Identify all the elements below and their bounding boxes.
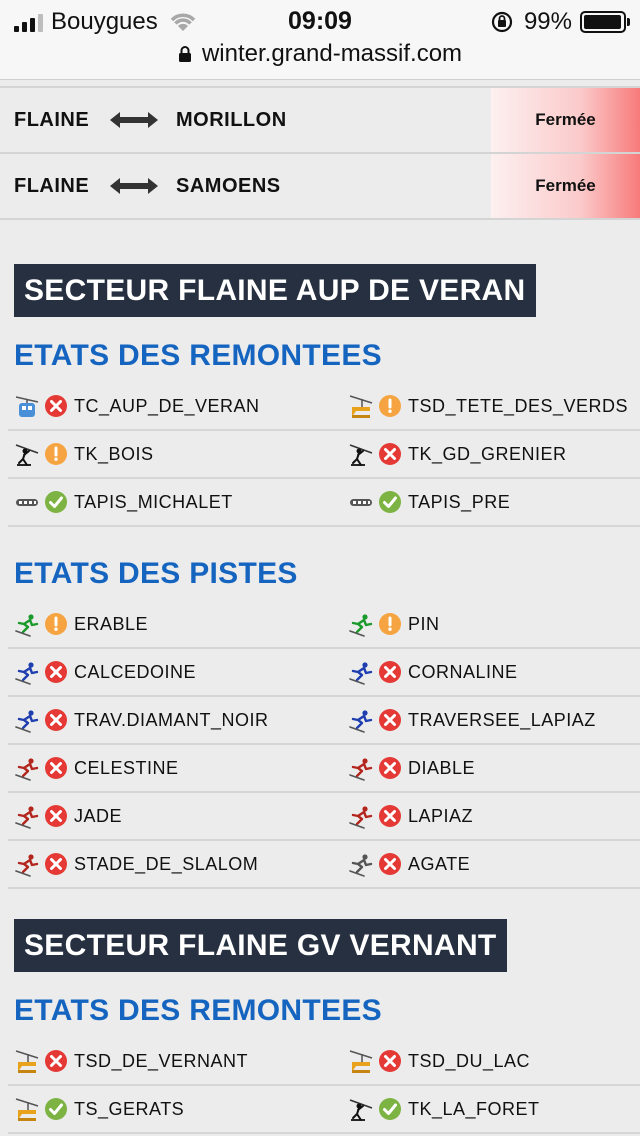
lift-item — [8, 383, 342, 429]
piste-status-list — [8, 601, 640, 889]
skier-icon — [14, 803, 40, 829]
liaison-row — [0, 88, 640, 154]
skier-icon — [348, 611, 374, 637]
lift-row — [8, 431, 640, 479]
skier-icon — [348, 707, 374, 733]
piste-row — [8, 841, 640, 889]
skier-icon — [14, 755, 40, 781]
piste-name: STADE_DE_SLALOM — [74, 853, 259, 874]
skier-icon — [348, 755, 374, 781]
lift-item — [8, 479, 342, 525]
closed-status-icon — [44, 660, 68, 684]
double-arrow-icon — [108, 176, 160, 196]
liaison-to: SAMOENS — [176, 174, 281, 197]
piste-name: ERABLE — [74, 613, 149, 634]
tow-lift-icon — [348, 441, 374, 467]
open-status-icon — [378, 1097, 402, 1121]
chairlift-icon — [348, 393, 374, 419]
lift-item — [342, 479, 640, 525]
lift-item — [8, 1086, 342, 1132]
lifts-heading: ETATS DES REMONTEES — [14, 339, 382, 372]
piste-name: AGATE — [408, 853, 471, 874]
closed-status-icon — [44, 756, 68, 780]
lift-name: TK_BOIS — [74, 443, 154, 464]
lift-item — [342, 1086, 640, 1132]
piste-name: TRAV.DIAMANT_NOIR — [74, 709, 269, 730]
address-bar[interactable] — [0, 40, 640, 68]
piste-name: CELESTINE — [74, 757, 179, 778]
liaison-from: FLAINE — [14, 174, 90, 197]
pending-status-icon — [378, 394, 402, 418]
lift-name: TK_LA_FORET — [408, 1098, 540, 1119]
magic-carpet-icon — [348, 489, 374, 515]
liaison-to: MORILLON — [176, 108, 287, 131]
double-arrow-icon — [108, 110, 160, 130]
magic-carpet-icon — [14, 489, 40, 515]
battery-info — [490, 8, 626, 36]
lift-row — [8, 1086, 640, 1134]
pending-status-icon — [44, 612, 68, 636]
skier-icon — [14, 707, 40, 733]
lift-status-list — [8, 383, 640, 527]
lift-item — [8, 1038, 342, 1084]
sector-title: SECTEUR FLAINE GV VERNANT — [14, 919, 507, 972]
battery-percent: 99% — [523, 8, 572, 35]
piste-item — [342, 697, 640, 743]
liaison-status: Fermée — [491, 88, 640, 152]
piste-row — [8, 793, 640, 841]
piste-name: DIABLE — [408, 757, 476, 778]
closed-status-icon — [378, 804, 402, 828]
skier-icon — [348, 851, 374, 877]
liaison-from: FLAINE — [14, 108, 90, 131]
rotation-lock-icon — [490, 10, 514, 34]
closed-status-icon — [378, 756, 402, 780]
lift-row — [8, 383, 640, 431]
piste-name: CORNALINE — [408, 661, 518, 682]
lift-name: TC_AUP_DE_VERAN — [74, 395, 260, 416]
skier-icon — [14, 851, 40, 877]
tow-lift-icon — [348, 1096, 374, 1122]
lift-row — [8, 1038, 640, 1086]
spacer — [0, 591, 640, 601]
chairlift-icon — [348, 1048, 374, 1074]
lift-item — [342, 431, 640, 477]
piste-name: CALCEDOINE — [74, 661, 197, 682]
piste-name: TRAVERSEE_LAPIAZ — [408, 709, 596, 730]
open-status-icon — [44, 1097, 68, 1121]
liaison-row — [0, 154, 640, 220]
lift-name: TK_GD_GRENIER — [408, 443, 567, 464]
piste-row — [8, 649, 640, 697]
tow-lift-icon — [14, 441, 40, 467]
piste-row — [8, 697, 640, 745]
pending-status-icon — [44, 442, 68, 466]
open-status-icon — [44, 490, 68, 514]
lift-item — [342, 1038, 640, 1084]
closed-status-icon — [378, 708, 402, 732]
lift-name: TSD_TETE_DES_VERDS — [408, 395, 629, 416]
gondola-icon — [14, 393, 40, 419]
closed-status-icon — [44, 804, 68, 828]
liaison-status: Fermée — [491, 154, 640, 218]
spacer — [0, 220, 640, 264]
spacer — [0, 972, 640, 994]
piste-item — [342, 793, 640, 839]
clock: 09:09 — [288, 7, 352, 35]
lift-row — [8, 479, 640, 527]
lift-name: TS_GERATS — [74, 1098, 185, 1119]
piste-item — [342, 745, 640, 791]
piste-item — [8, 697, 342, 743]
piste-item — [8, 745, 342, 791]
piste-item — [342, 841, 640, 887]
piste-item — [8, 841, 342, 887]
chairlift-icon — [14, 1096, 40, 1122]
closed-status-icon — [378, 852, 402, 876]
piste-row — [8, 745, 640, 793]
closed-status-icon — [44, 852, 68, 876]
chairlift-icon — [14, 1048, 40, 1074]
lift-name: TSD_DU_LAC — [408, 1050, 531, 1071]
spacer — [0, 373, 640, 383]
piste-item — [8, 793, 342, 839]
lift-item — [342, 383, 640, 429]
piste-item — [8, 649, 342, 695]
spacer — [0, 317, 640, 339]
piste-item — [342, 649, 640, 695]
piste-name: PIN — [408, 613, 440, 634]
piste-row — [8, 601, 640, 649]
skier-icon — [348, 659, 374, 685]
closed-status-icon — [44, 394, 68, 418]
pistes-heading: ETATS DES PISTES — [14, 557, 298, 590]
skier-icon — [14, 659, 40, 685]
piste-item — [8, 601, 342, 647]
lifts-heading: ETATS DES REMONTEES — [14, 994, 382, 1027]
skier-icon — [348, 803, 374, 829]
closed-status-icon — [44, 708, 68, 732]
closed-status-icon — [378, 442, 402, 466]
lock-icon — [178, 45, 192, 63]
carrier-name: Bouygues — [51, 8, 158, 35]
lift-name: TAPIS_PRE — [408, 491, 511, 512]
piste-name: JADE — [74, 805, 123, 826]
closed-status-icon — [44, 1049, 68, 1073]
open-status-icon — [378, 490, 402, 514]
lift-name: TAPIS_MICHALET — [74, 491, 233, 512]
closed-status-icon — [378, 660, 402, 684]
sector-title: SECTEUR FLAINE AUP DE VERAN — [14, 264, 536, 317]
spacer — [0, 527, 640, 557]
lift-status-list — [8, 1038, 640, 1134]
spacer — [0, 1028, 640, 1038]
battery-icon — [580, 11, 626, 33]
piste-name: LAPIAZ — [408, 805, 474, 826]
pending-status-icon — [378, 612, 402, 636]
liaison-list — [0, 86, 640, 220]
lift-name: TSD_DE_VERNANT — [74, 1050, 249, 1071]
url-text: winter.grand-massif.com — [201, 40, 463, 67]
spacer — [0, 889, 640, 919]
piste-item — [342, 601, 640, 647]
closed-status-icon — [378, 1049, 402, 1073]
status-bar — [0, 0, 640, 80]
skier-icon — [14, 611, 40, 637]
lift-item — [8, 431, 342, 477]
